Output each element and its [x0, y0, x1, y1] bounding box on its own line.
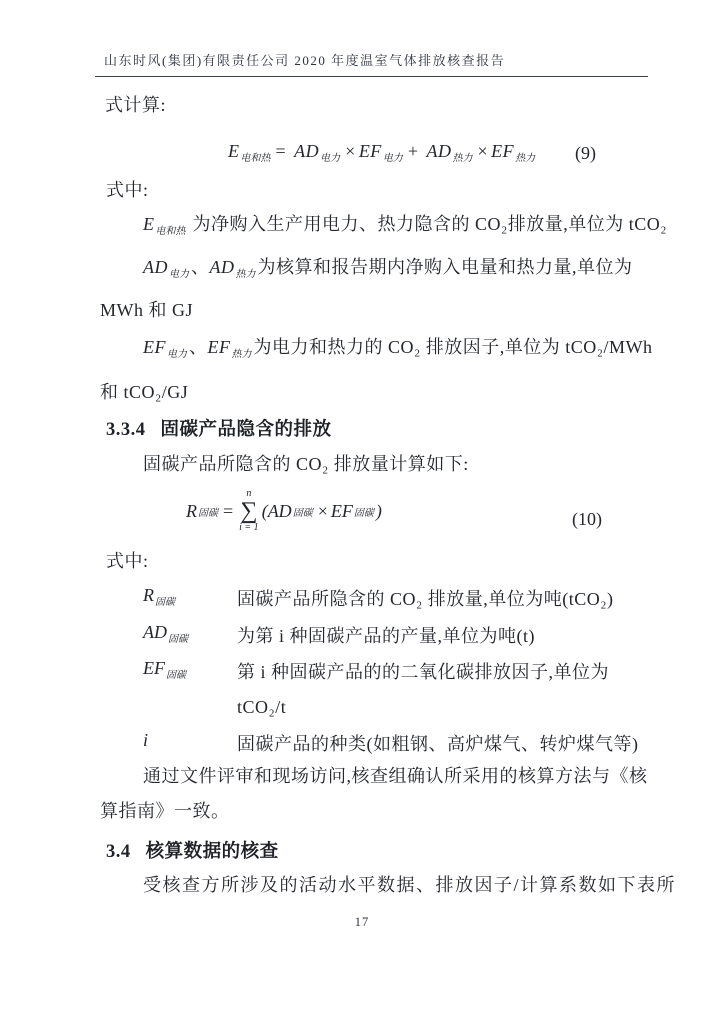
formula9-sub-ad1: 电力	[320, 153, 341, 164]
def-ad-term2-sub: 热力	[235, 269, 256, 280]
definition-row-r-term	[143, 585, 177, 608]
definition-row-i-term	[143, 730, 151, 753]
def-ef2-sub: 固碳	[166, 670, 186, 681]
def-e-text: 为净购入生产用电力、热力隐含的 CO₂排放量,单位为 tCO₂	[192, 214, 668, 234]
def-ad-term1: AD	[143, 257, 168, 277]
closing-paragraph-line1: 通过文件评审和现场访问,核查组确认所采用的核算方法与《核	[143, 766, 648, 786]
def-ad2-sub: 固碳	[168, 634, 188, 645]
def-i-symbol: i	[143, 730, 149, 750]
where-label-2: 式中:	[106, 551, 149, 571]
section-heading-3-4	[106, 837, 279, 863]
formula10-var-ef: EF	[330, 500, 353, 521]
formula-10-number: (10)	[572, 509, 602, 529]
formula9-var-ef2: EF	[491, 141, 515, 161]
definition-row-ad	[0, 622, 724, 646]
formula10-open-paren: (	[261, 500, 268, 521]
def-ef-term1-sub: 电力	[167, 349, 187, 360]
closing-paragraph-line2: 算指南》一致。	[100, 801, 230, 821]
definition-row-r-text: 固碳产品所隐含的 CO₂ 排放量,单位为吨(tCO₂)	[237, 589, 614, 609]
section-3-4-title: 核算数据的核查	[145, 842, 279, 862]
def-ad-term1-sub: 电力	[169, 269, 189, 280]
intro-line: 式计算:	[105, 95, 167, 115]
section-3-4-number: 3.4	[106, 842, 131, 862]
page-number: 17	[354, 915, 370, 929]
header-title: 山东时风(集团)有限责任公司 2020 年度温室气体排放核查报告	[104, 53, 506, 68]
definition-row-ad-term	[143, 622, 190, 645]
section-heading-3-3-4	[106, 415, 332, 441]
definition-row-r	[0, 585, 724, 609]
formula9-var-ef1: EF	[358, 141, 382, 161]
definition-ad-continuation: MWh 和 GJ	[100, 300, 193, 320]
formula9-sub-ef2: 热力	[515, 153, 536, 164]
section-3-3-4-title: 固碳产品隐含的排放	[160, 420, 332, 440]
formula9-sub-e: 电和热	[240, 153, 271, 164]
formula10-times: ×	[317, 500, 328, 521]
formula10-equals: =	[223, 500, 234, 521]
definition-ad	[143, 256, 633, 286]
definition-row-ef-continuation: tCO₂/t	[237, 697, 287, 717]
paragraph-3-4-intro: 受核查方所涉及的活动水平数据、排放因子/计算系数如下表所	[143, 875, 676, 895]
formula10-sub-ad: 固碳	[292, 507, 313, 519]
summation-lower-limit: i = 1	[239, 522, 259, 533]
def-ef-separator: 、	[189, 337, 208, 357]
summation-upper-limit: n	[246, 488, 252, 499]
definition-row-ef	[0, 658, 724, 682]
def-ef-term1: EF	[143, 337, 166, 357]
definition-row-ad-text: 为第 i 种固碳产品的产量,单位为吨(t)	[237, 626, 535, 646]
where-label-1: 式中:	[106, 180, 149, 200]
formula10-sub-ef: 固碳	[353, 507, 374, 519]
formula9-plus: +	[407, 141, 419, 161]
formula9-times2: ×	[477, 141, 489, 161]
paragraph-3-3-4-intro: 固碳产品所隐含的 CO₂ 排放量计算如下:	[143, 454, 469, 474]
sigma-icon: ∑	[240, 498, 258, 524]
formula9-var-ad1: AD	[294, 141, 320, 161]
formula9-sub-ad2: 热力	[452, 153, 473, 164]
summation-symbol	[239, 489, 259, 533]
formula9-equals: =	[275, 141, 287, 161]
def-e-term: E	[143, 214, 155, 234]
formula10-close-paren: )	[375, 500, 382, 521]
def-r-symbol: R	[143, 585, 154, 605]
formula10-sub-r: 固碳	[198, 507, 218, 519]
def-e-term-sub: 电和热	[155, 226, 186, 237]
definition-row-ef-term	[143, 658, 188, 681]
definition-row-ef-text: 第 i 种固碳产品的的二氧化碳排放因子,单位为	[237, 662, 609, 682]
def-r-sub: 固碳	[155, 597, 175, 608]
formula9-var-e: E	[228, 141, 240, 161]
def-ef-term2-sub: 热力	[231, 349, 252, 360]
header-rule	[95, 76, 648, 77]
formula-10	[186, 489, 382, 533]
def-ef-text: 为电力和热力的 CO₂ 排放因子,单位为 tCO₂/MWh	[253, 337, 653, 357]
formula10-var-ad: AD	[267, 500, 292, 521]
def-ef-term2: EF	[207, 337, 231, 357]
definition-ef-continuation: 和 tCO₂/GJ	[100, 382, 189, 402]
definition-e	[143, 213, 667, 243]
formula9-times1: ×	[345, 141, 356, 161]
definition-row-i	[0, 730, 724, 754]
definition-row-i-text: 固碳产品的种类(如粗钢、高炉煤气、转炉煤气等)	[237, 734, 639, 754]
section-3-3-4-number: 3.3.4	[106, 420, 146, 440]
def-ad-separator: 、	[191, 257, 210, 277]
formula9-sub-ef1: 电力	[382, 153, 403, 164]
definition-ef	[143, 336, 653, 366]
formula-9-number: (9)	[575, 143, 596, 163]
def-ef2-symbol: EF	[143, 658, 165, 678]
def-ad-term2: AD	[209, 257, 235, 277]
def-ad2-symbol: AD	[143, 622, 167, 642]
def-ad-text: 为核算和报告期内净购入电量和热力量,单位为	[257, 257, 633, 277]
formula10-var-r: R	[186, 500, 197, 521]
formula-9	[228, 140, 537, 170]
formula9-var-ad2: AD	[426, 141, 452, 161]
